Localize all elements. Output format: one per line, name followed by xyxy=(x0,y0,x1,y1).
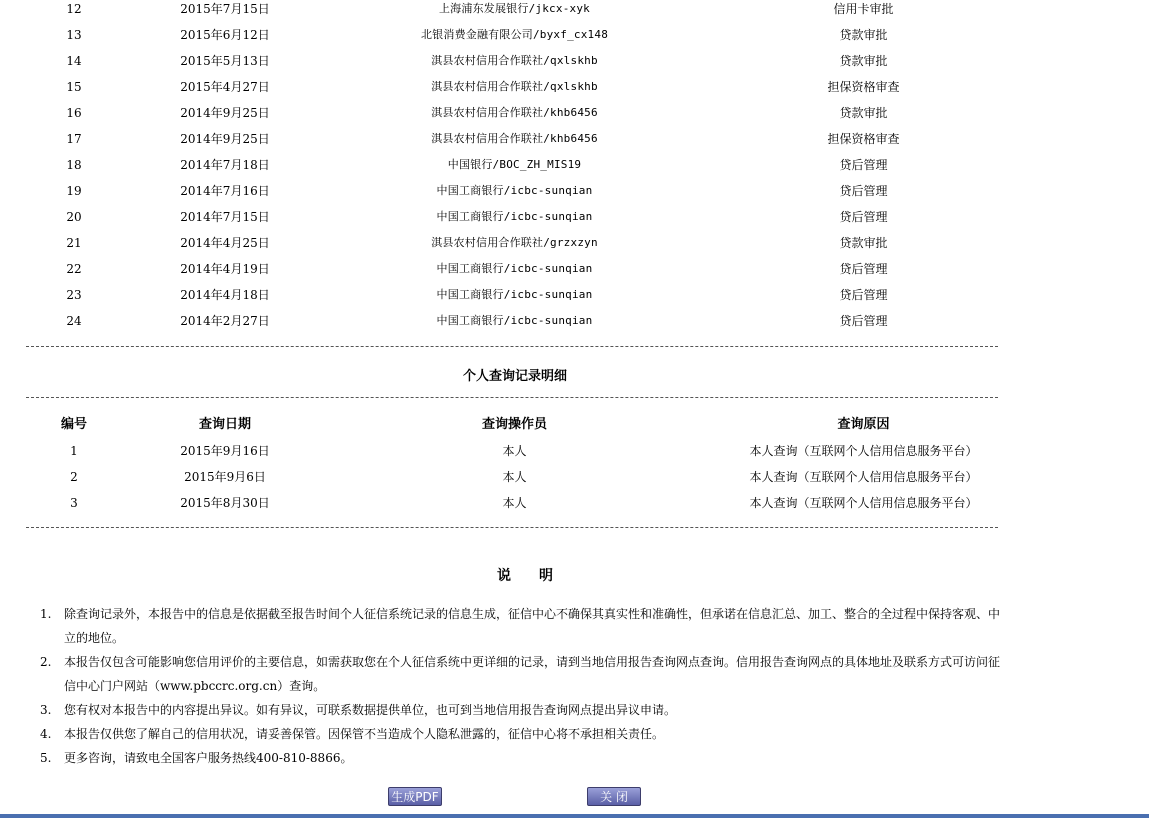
note-text: 您有权对本报告中的内容提出异议。如有异议，可联系数据提供单位，也可到当地信用报告查询网点提出异议申请。 xyxy=(64,703,677,717)
cell-no: 21 xyxy=(66,236,82,250)
cell-date: 2015年9月16日 xyxy=(180,444,270,458)
table-row xyxy=(0,74,1000,100)
cell-date: 2015年6月12日 xyxy=(180,28,270,42)
personal-query-section-title: 个人查询记录明细 xyxy=(462,369,567,384)
cell-reason: 贷后管理 xyxy=(839,210,888,224)
cell-reason: 贷款审批 xyxy=(839,236,888,250)
table-row xyxy=(0,0,1000,22)
cell-date: 2015年9月6日 xyxy=(184,470,266,484)
divider xyxy=(26,397,998,398)
cell-operator: 淇县农村信用合作联社/qxlskhb xyxy=(431,54,598,67)
table-header-row xyxy=(0,412,1000,438)
cell-date: 2015年8月30日 xyxy=(180,496,270,510)
table-row xyxy=(0,490,1000,516)
header-reason: 查询原因 xyxy=(837,417,890,432)
loan-query-records-table xyxy=(0,0,1000,334)
cell-operator: 中国工商银行/icbc-sunqian xyxy=(436,262,593,275)
table-row xyxy=(0,464,1000,490)
cell-no: 22 xyxy=(66,262,82,276)
cell-reason: 贷款审批 xyxy=(839,54,888,68)
cell-operator: 中国银行/BOC_ZH_MIS19 xyxy=(447,158,582,171)
header-date: 查询日期 xyxy=(198,417,251,432)
cell-date: 2014年7月15日 xyxy=(180,210,270,224)
note-item xyxy=(40,722,1005,746)
table-row xyxy=(0,100,1000,126)
table-row xyxy=(0,438,1000,464)
cell-no: 19 xyxy=(66,184,82,198)
cell-date: 2015年4月27日 xyxy=(180,80,270,94)
note-number: 3. xyxy=(40,703,52,717)
cell-operator: 淇县农村信用合作联社/khb6456 xyxy=(431,132,598,145)
table-row xyxy=(0,282,1000,308)
cell-date: 2014年2月27日 xyxy=(180,314,270,328)
cell-no: 1 xyxy=(70,444,78,458)
cell-reason: 贷后管理 xyxy=(839,158,888,172)
cell-date: 2015年7月15日 xyxy=(180,2,270,16)
cell-no: 23 xyxy=(66,288,82,302)
note-number: 5. xyxy=(40,751,52,765)
cell-date: 2014年4月18日 xyxy=(180,288,270,302)
divider xyxy=(26,527,998,528)
cell-operator: 中国工商银行/icbc-sunqian xyxy=(436,184,593,197)
cell-no: 15 xyxy=(66,80,82,94)
header-no: 编号 xyxy=(60,417,87,432)
cell-operator: 中国工商银行/icbc-sunqian xyxy=(436,288,593,301)
cell-no: 17 xyxy=(66,132,82,146)
cell-reason: 担保资格审查 xyxy=(827,132,900,146)
cell-no: 14 xyxy=(66,54,82,68)
table-row xyxy=(0,308,1000,334)
cell-operator: 中国工商银行/icbc-sunqian xyxy=(436,314,593,327)
generate-pdf-button[interactable]: 生成PDF xyxy=(388,787,442,806)
table-row xyxy=(0,230,1000,256)
cell-reason: 担保资格审查 xyxy=(827,80,900,94)
table-row xyxy=(0,126,1000,152)
cell-no: 16 xyxy=(66,106,82,120)
close-button[interactable]: 关 闭 xyxy=(587,787,641,806)
cell-reason: 贷款审批 xyxy=(839,106,888,120)
cell-reason: 本人查询（互联网个人信用信息服务平台） xyxy=(749,444,978,458)
cell-reason: 贷后管理 xyxy=(839,288,888,302)
cell-reason: 本人查询（互联网个人信用信息服务平台） xyxy=(749,470,978,484)
cell-date: 2014年9月25日 xyxy=(180,132,270,146)
cell-no: 24 xyxy=(66,314,82,328)
cell-operator: 北银消费金融有限公司/byxf_cx148 xyxy=(420,28,609,41)
divider xyxy=(26,346,998,347)
cell-operator: 本人 xyxy=(502,470,527,484)
cell-operator: 淇县农村信用合作联社/grzxzyn xyxy=(431,236,598,249)
cell-no: 13 xyxy=(66,28,82,42)
note-item xyxy=(40,602,1005,650)
note-text: 本报告仅包含可能影响您信用评价的主要信息，如需获取您在个人征信系统中更详细的记录，请到当地信用报告查询网点查询。信用报告查询网点的具体地址及联系方式可访问征信中心门户网站（www.pbccrc.org.cn）查询。 xyxy=(64,655,1001,693)
note-text: 除查询记录外，本报告中的信息是依据截至报告时间个人征信系统记录的信息生成，征信中心不确保其真实性和准确性，但承诺在信息汇总、加工、整合的全过程中保持客观、中立的地位。 xyxy=(64,607,1001,645)
cell-date: 2014年7月16日 xyxy=(180,184,270,198)
cell-date: 2014年4月25日 xyxy=(180,236,270,250)
cell-operator: 上海浦东发展银行/jkcx-xyk xyxy=(438,2,590,15)
cell-reason: 贷后管理 xyxy=(839,184,888,198)
cell-operator: 淇县农村信用合作联社/qxlskhb xyxy=(431,80,598,93)
cell-date: 2014年9月25日 xyxy=(180,106,270,120)
cell-date: 2015年5月13日 xyxy=(180,54,270,68)
cell-operator: 本人 xyxy=(502,496,527,510)
note-item xyxy=(40,698,1005,722)
notes-title: 说 明 xyxy=(497,568,553,584)
table-row xyxy=(0,256,1000,282)
personal-query-records-table xyxy=(0,412,1000,516)
cell-no: 2 xyxy=(70,470,78,484)
table-row xyxy=(0,178,1000,204)
cell-date: 2014年7月18日 xyxy=(180,158,270,172)
table-row xyxy=(0,22,1000,48)
header-operator: 查询操作员 xyxy=(481,417,547,432)
bottom-border xyxy=(0,814,1149,818)
note-text: 更多咨询，请致电全国客户服务热线400-810-8866。 xyxy=(64,751,353,765)
note-text: 本报告仅供您了解自己的信用状况，请妥善保管。因保管不当造成个人隐私泄露的，征信中心将不承担相关责任。 xyxy=(64,727,665,741)
note-number: 2. xyxy=(40,655,52,669)
cell-reason: 贷后管理 xyxy=(839,262,888,276)
cell-reason: 本人查询（互联网个人信用信息服务平台） xyxy=(749,496,978,510)
cell-operator: 本人 xyxy=(502,444,527,458)
note-number: 1. xyxy=(40,607,52,621)
cell-no: 3 xyxy=(70,496,78,510)
table-row xyxy=(0,204,1000,230)
cell-no: 18 xyxy=(66,158,82,172)
cell-operator: 中国工商银行/icbc-sunqian xyxy=(436,210,593,223)
table-row xyxy=(0,152,1000,178)
table-row xyxy=(0,48,1000,74)
cell-no: 12 xyxy=(66,2,82,16)
cell-date: 2014年4月19日 xyxy=(180,262,270,276)
note-item xyxy=(40,746,1005,770)
cell-no: 20 xyxy=(66,210,82,224)
notes-list xyxy=(40,602,1005,770)
cell-operator: 淇县农村信用合作联社/khb6456 xyxy=(431,106,598,119)
note-item xyxy=(40,650,1005,698)
cell-reason: 信用卡审批 xyxy=(833,2,894,16)
note-number: 4. xyxy=(40,727,52,741)
cell-reason: 贷后管理 xyxy=(839,314,888,328)
cell-reason: 贷款审批 xyxy=(839,28,888,42)
